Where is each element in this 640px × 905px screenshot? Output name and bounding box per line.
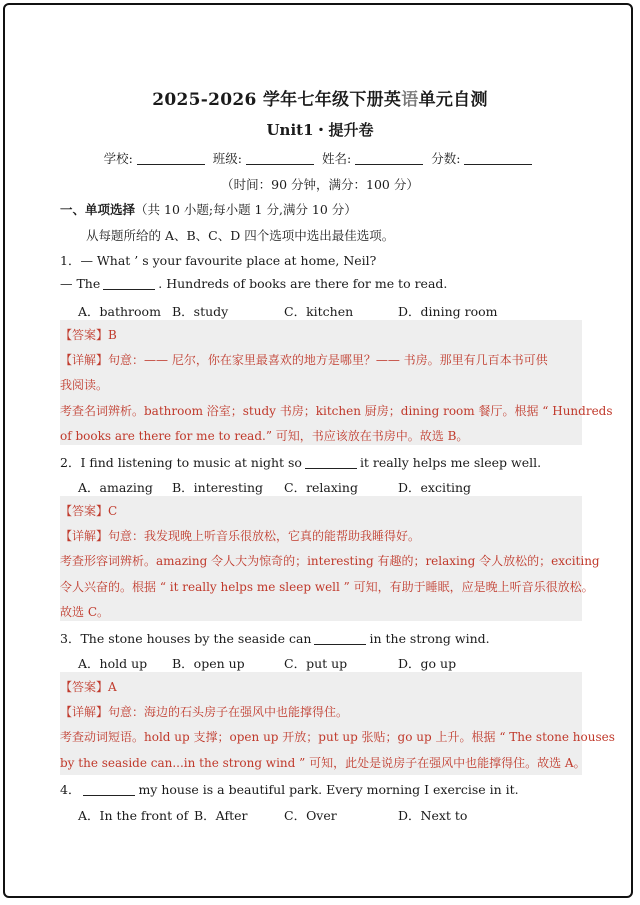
question-2-option-a[interactable]: A．amazing	[78, 480, 153, 495]
score-blank[interactable]	[464, 152, 532, 165]
question-2-option-b[interactable]: B．interesting	[172, 480, 264, 495]
question-1-explanation-line-4: of books are there for me to read.” 可知，书应该放在书房中。故选 B。	[60, 429, 469, 443]
question-1-option-d[interactable]: D．dining room	[398, 304, 498, 319]
section-heading: 一、单项选择（共 10 小题;每小题 1 分,满分 10 分）	[60, 202, 357, 217]
question-3-explanation-line-3: by the seaside can...in the strong wind ” 可知，此处是说房子在强风中也能撑得住。故选 A。	[60, 756, 586, 770]
question-2-stem: 2．I find listening to music at night so it really helps me sleep well.	[60, 455, 542, 470]
question-4-blank	[83, 784, 135, 796]
question-2-option-c[interactable]: C．relaxing	[284, 480, 358, 495]
question-4-stem: 4． my house is a beautiful park. Every morning I exercise in it.	[60, 782, 519, 797]
name-blank[interactable]	[355, 152, 423, 165]
question-2-answer: 【答案】C	[60, 504, 118, 518]
question-3-option-c[interactable]: C．put up	[284, 656, 348, 671]
school-blank[interactable]	[137, 152, 205, 165]
question-3-answer: 【答案】A	[60, 680, 117, 694]
question-2-blank	[305, 457, 357, 469]
class-label: 班级:	[212, 151, 242, 166]
question-2-explanation-line-2: 考查形容词辨析。amazing 令人大为惊奇的；interesting 有趣的；relaxing 令人放松的；exciting	[60, 554, 600, 568]
question-2-explanation-line-4: 故选 C。	[60, 605, 109, 619]
question-1-answer-block	[60, 320, 613, 445]
question-1-stem: 1．— What ’ s your favourite place at home, Neil?	[60, 253, 377, 268]
name-label: 姓名:	[321, 151, 352, 166]
page-subtitle: Unit1・提升卷	[266, 121, 374, 139]
section-instruction: 从每题所给的 A、B、C、D 四个选项中选出最佳选项。	[86, 228, 395, 243]
question-3-option-a[interactable]: A．hold up	[78, 656, 148, 671]
time-info: （时间：90 分钟，满分：100 分）	[221, 177, 419, 192]
question-3-answer-block	[60, 672, 615, 775]
question-3-stem: 3．The stone houses by the seaside can in the strong wind.	[60, 631, 490, 646]
question-1-blank	[103, 278, 155, 290]
question-3-explanation-line-1: 【详解】句意：海边的石头房子在强风中也能撑得住。	[60, 705, 349, 719]
page-title: 2025-2026 学年七年级下册英语单元自测	[152, 90, 488, 110]
question-3-explanation-line-2: 考查动词短语。hold up 支撑；open up 开放；put up 张贴；go up 上升。根据 “ The stone houses	[60, 730, 615, 744]
question-2-answer-block	[60, 496, 600, 621]
question-2-explanation-line-3: 令人兴奋的。根据 “ it really helps me sleep well ” 可知，有助于睡眠，应是晚上听音乐很放松。	[60, 580, 594, 594]
question-1-explanation-line-2: 我阅读。	[60, 378, 109, 392]
question-1-explanation-line-3: 考查名词辨析。bathroom 浴室；study 书房；kitchen 厨房；dining room 餐厅。根据 “ Hundreds	[60, 404, 613, 418]
question-1-option-a[interactable]: A．bathroom	[78, 304, 161, 319]
question-1-option-c[interactable]: C．kitchen	[284, 304, 354, 319]
class-blank[interactable]	[246, 152, 314, 165]
student-info-line	[0, 149, 640, 167]
question-1-explanation-line-1: 【详解】句意：—— 尼尔，你在家里最喜欢的地方是哪里？—— 书房。那里有几百本书可供	[60, 353, 548, 367]
question-4-option-c[interactable]: C．Over	[284, 808, 337, 823]
question-2-option-d[interactable]: D．exciting	[398, 480, 472, 495]
question-3-option-d[interactable]: D．go up	[398, 656, 457, 671]
school-label: 学校:	[103, 151, 133, 166]
question-1-answer: 【答案】B	[60, 328, 117, 342]
question-4-option-a[interactable]: A．In the front of	[78, 808, 189, 823]
question-1-option-b[interactable]: B．study	[172, 304, 229, 319]
question-4-option-b[interactable]: B．After	[194, 808, 248, 823]
question-1-stem-2: — The . Hundreds of books are there for me to read.	[60, 276, 448, 291]
question-4-option-d[interactable]: D．Next to	[398, 808, 468, 823]
question-2-explanation-line-1: 【详解】句意：我发现晚上听音乐很放松，它真的能帮助我睡得好。	[60, 529, 421, 543]
score-label: 分数:	[431, 151, 461, 166]
question-3-blank	[314, 633, 366, 645]
question-3-option-b[interactable]: B．open up	[172, 656, 245, 671]
